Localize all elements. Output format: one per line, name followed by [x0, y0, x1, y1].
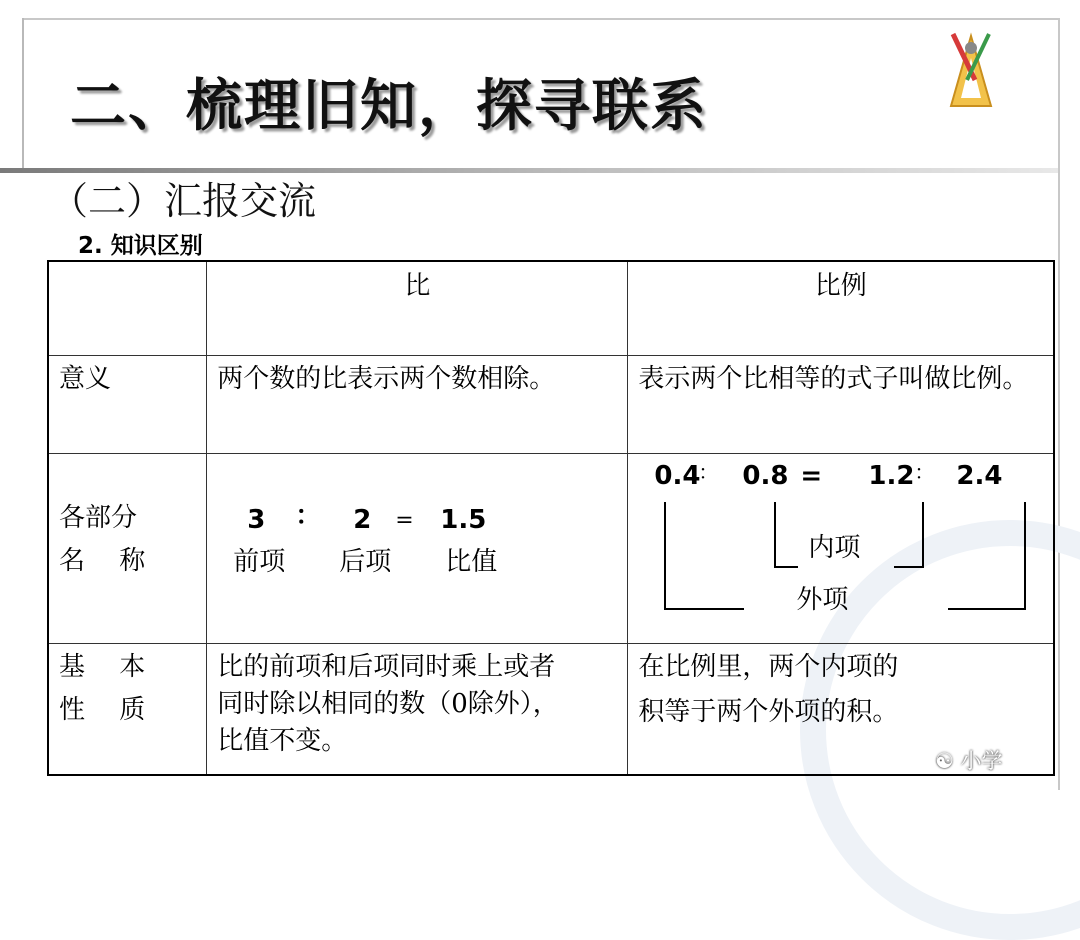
ratio-property-line2: 同时除以相同的数（0除外），: [217, 688, 559, 719]
ratio-property: [207, 643, 628, 775]
proportion-property-line2: 积等于两个外项的积。: [638, 696, 899, 727]
proportion-term-b: 0.8: [742, 460, 789, 491]
ratio-term-a: 3: [247, 504, 266, 535]
ratio-equals: =: [395, 507, 414, 533]
frame-top-border: [22, 18, 1060, 20]
outer-bracket-right-vertical: [1024, 502, 1026, 610]
row-label-property-line2: 性 质: [59, 694, 146, 725]
credit-text: 小学: [960, 749, 1003, 773]
ratio-term-a-name: 前项: [233, 546, 286, 577]
proportion-equals: =: [800, 460, 823, 491]
inner-terms-label: 内项: [808, 532, 861, 563]
header-cell-blank: [48, 261, 207, 355]
table-row-part-names: [48, 453, 1054, 643]
outer-bracket-left-horizontal: [664, 608, 744, 610]
proportion-term-d: 2.4: [956, 460, 1003, 491]
ratio-colon: ：: [295, 500, 322, 531]
credit-watermark: [935, 745, 1003, 775]
inner-bracket-left-vertical: [774, 502, 776, 568]
outer-terms-label: 外项: [796, 584, 849, 615]
proportion-colon-2: ：: [914, 459, 935, 484]
proportion-meaning: 表示两个比相等的式子叫做比例。: [628, 355, 1054, 453]
row-label-meaning: 意义: [48, 355, 207, 453]
ratio-property-line3: 比值不变。: [217, 725, 348, 756]
row-label-property-line1: 基 本: [59, 651, 146, 682]
table-header-row: [48, 261, 1054, 355]
slide-title: 二、梳理旧知，探寻联系: [70, 73, 708, 139]
ratio-value: 1.5: [440, 504, 487, 535]
proportion-colon-1: ：: [698, 459, 719, 484]
slide-subtitle: （二）汇报交流: [50, 179, 317, 223]
section-label: 2. 知识区别: [78, 233, 203, 259]
proportion-property-line1: 在比例里，两个内项的: [638, 651, 899, 682]
ratio-property-line1: 比的前项和后项同时乘上或者: [217, 651, 556, 682]
outer-bracket-right-horizontal: [948, 608, 1026, 610]
table-row-meaning: [48, 355, 1054, 453]
ratio-term-b-name: 后项: [339, 546, 392, 577]
proportion-term-c: 1.2: [868, 460, 915, 491]
inner-bracket-right-vertical: [922, 502, 924, 568]
frame-left-border: [22, 18, 24, 168]
geometry-tools-icon: [945, 28, 997, 108]
comparison-table: [47, 260, 1055, 776]
ratio-term-b: 2: [353, 504, 372, 535]
inner-bracket-right-horizontal: [894, 566, 924, 568]
ratio-meaning: 两个数的比表示两个数相除。: [207, 355, 628, 453]
row-label-property: [48, 643, 207, 775]
header-cell-ratio: 比: [207, 261, 628, 355]
table-row-property: [48, 643, 1054, 775]
outer-bracket-left-vertical: [664, 502, 666, 610]
ratio-value-name: 比值: [445, 546, 498, 577]
inner-bracket-left-horizontal: [774, 566, 798, 568]
proportion-parts-cell: [628, 453, 1054, 643]
header-cell-proportion: 比例: [628, 261, 1054, 355]
wechat-icon: ☯: [935, 749, 954, 773]
proportion-term-a: 0.4: [654, 460, 701, 491]
ratio-parts-cell: [207, 453, 628, 643]
row-label-part-names-line1: 各部分: [59, 502, 138, 533]
row-label-part-names: [48, 453, 207, 643]
row-label-part-names-line2: 名 称: [59, 545, 146, 576]
